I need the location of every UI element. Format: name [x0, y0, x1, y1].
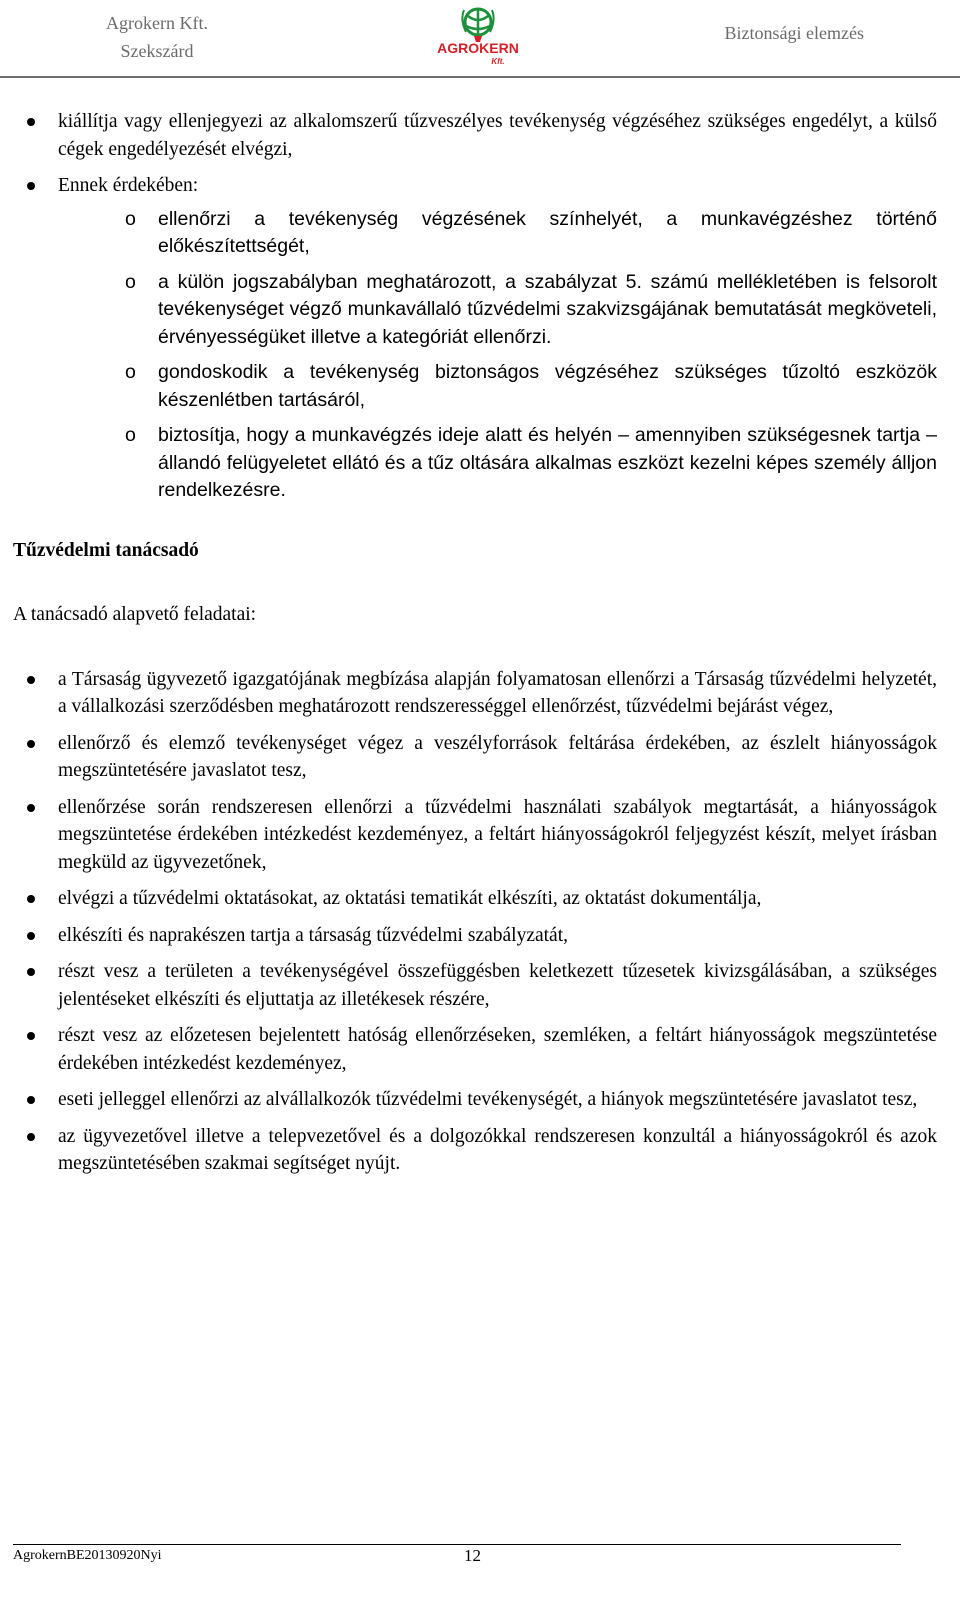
section-heading: Tűzvédelmi tanácsadó	[13, 539, 199, 561]
list-item: az ügyvezetővel illetve a telepvezetővel és a dolgozókkal rendszeresen konzultál a hiányosságokról és azok megszüntetésében szakmai segítséget nyújt.	[13, 1123, 937, 1178]
logo-emblem-icon	[462, 9, 493, 42]
list-item-text: Ennek érdekében:	[58, 175, 199, 196]
circle-bullet-icon: o	[125, 361, 136, 383]
list-item: ellenőrzése során rendszeresen ellenőrzi a tűzvédelmi használati szabályok megtartását, a hiányosságok megszüntetése érdekében intézkedést kezdeményez, a feltárt hiányosságokról feljegyzést készít, melyet írásban megküld az ügyvezetőnek,	[13, 794, 937, 877]
sub-item-text: ellenőrzi a tevékenység végzésének színhelyét, a munkavégzéshez történő előkészítettségét,	[158, 207, 937, 257]
list-item: kiállítja vagy ellenjegyezi az alkalomszerű tűzveszélyes tevékenység végzéséhez szükséges engedélyt, a külső cégek engedélyezését elvégzi,	[13, 108, 937, 163]
header-company-block	[106, 9, 208, 65]
logo-subtext: Kft.	[491, 57, 505, 66]
list-item: ellenőrző és elemző tevékenységet végez a veszélyforrások feltárása érdekében, az észlelt hiányosságok megszüntetésére javaslatot tesz,	[13, 730, 937, 785]
sub-list	[13, 206, 937, 505]
duties-list	[13, 666, 937, 1178]
circle-bullet-icon: o	[125, 270, 136, 293]
list-item: részt vesz az előzetesen bejelentett hatóság ellenőrzéseken, szemléken, a feltárt hiányosságok megszüntetése érdekében intézkedést kezdeményez,	[13, 1022, 937, 1077]
list-item: részt vesz a területen a tevékenységével összefüggésben keletkezett tűzesetek kivizsgálásában, a szükséges jelentéseket elkészíti és eljuttatja az illetékesek részére,	[13, 958, 937, 1013]
header-company: Agrokern Kft.	[106, 13, 208, 33]
circle-bullet-icon: o	[125, 424, 136, 446]
circle-bullet-icon: o	[125, 207, 136, 230]
footer-rule	[13, 1544, 901, 1545]
page-number: 12	[464, 1546, 481, 1565]
list-item: a Társaság ügyvezető igazgatójának megbízása alapján folyamatosan ellenőrzi a Társaság tűzvédelmi helyzetét, a vállalkozási szerződésben meghatározott rendszerességgel ellenőrzést, tűzvédelmi bejárást végez,	[13, 666, 937, 721]
page-body	[13, 108, 937, 1187]
list-item-with-sublist	[13, 172, 937, 505]
header-rule	[0, 76, 960, 78]
header-doc-title: Biztonsági elemzés	[724, 23, 864, 43]
sub-list-item	[13, 359, 937, 414]
list-item: elvégzi a tűzvédelmi oktatásokat, az oktatási tematikát elkészíti, az oktatást dokumentálja,	[13, 885, 937, 913]
section-intro: A tanácsadó alapvető feladatai:	[13, 604, 257, 625]
sub-item-text: a külön jogszabályban meghatározott, a szabályzat 5. számú mellékletében is felsorolt tevékenységet végző munkavállaló tűzvédelmi szakvizsgájának bemutatását megköveteli, érvényességüket illetve a kategóriát ellenőrzi.	[158, 270, 937, 348]
list-item: eseti jelleggel ellenőrzi az alvállalkozók tűzvédelmi tevékenységét, a hiányok megszüntetésére javaslatot tesz,	[13, 1086, 937, 1114]
sub-item-text: biztosítja, hogy a munkavégzés ideje alatt és helyén – amennyiben szükségesnek tartja – állandó felügyeletet ellátó és a tűz oltására alkalmas eszközt kezelni képes személy álljon rendelkezésre.	[158, 424, 937, 501]
sub-item-text: gondoskodik a tevékenység biztonságos végzéséhez szükséges tűzoltó eszközök készenlétben tartásáról,	[158, 361, 937, 411]
sub-list-item	[13, 269, 937, 352]
list-item: elkészíti és naprakészen tartja a társaság tűzvédelmi szabályzatát,	[13, 922, 937, 950]
agrokern-logo	[430, 2, 526, 72]
page-header	[0, 0, 960, 78]
footer-doc-id: AgrokernBE20130920Nyi	[13, 1548, 162, 1563]
header-city: Szekszárd	[120, 41, 194, 61]
sub-list-item	[13, 422, 937, 505]
logo-wordmark: AGROKERN	[437, 40, 519, 56]
top-bullet-list	[13, 108, 937, 505]
sub-list-item	[13, 206, 937, 261]
